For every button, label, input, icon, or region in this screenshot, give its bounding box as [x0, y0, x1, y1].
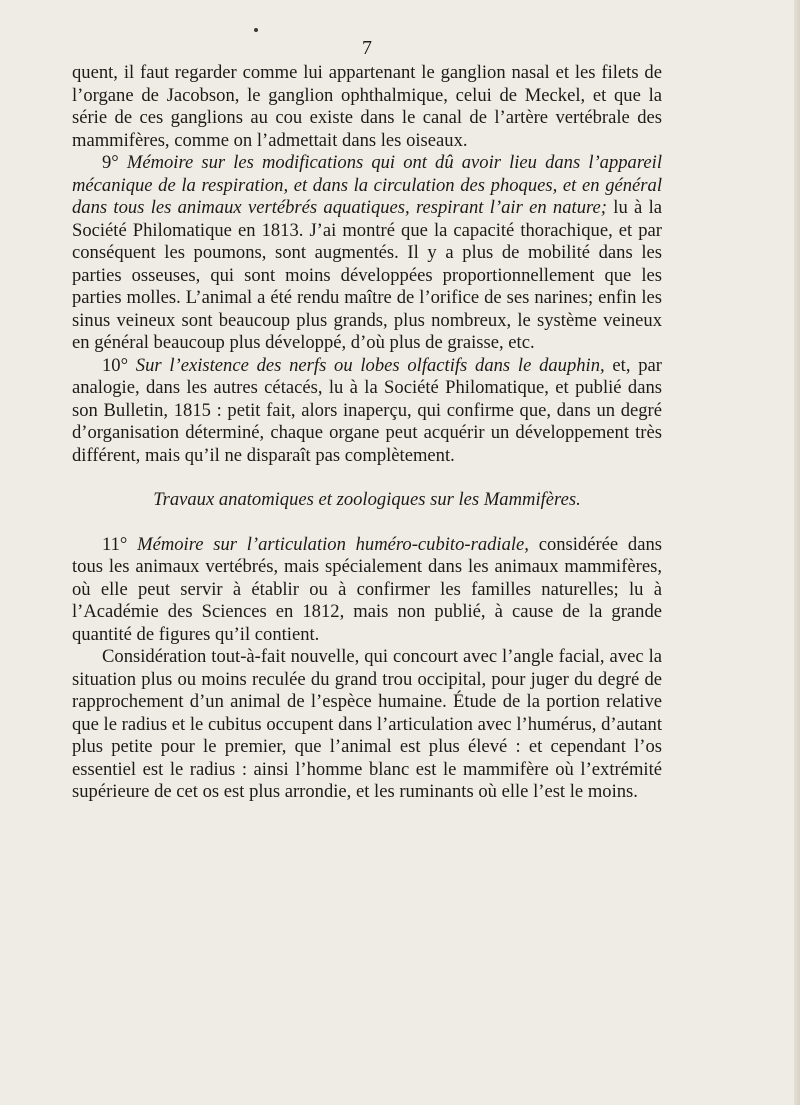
page-edge	[794, 0, 800, 1105]
page-number: 7	[362, 37, 372, 59]
item-title: Mémoire sur l’articulation huméro-cubito-radiale,	[137, 533, 529, 555]
paragraph-continuation: quent, il faut regarder comme lui appartenant le ganglion nasal et les filets de l’organe de Jacobson, le ganglion ophthalmique, celui de Meckel, et que la série de ces ganglions au cou existe dans le canal de l’artère vertébrale des mammifères, comme on l’admettait dans les oiseaux.	[72, 62, 662, 151]
section-heading: Travaux anatomiques et zoologiques sur les Mammifères.	[153, 489, 581, 510]
paragraph-item-10	[72, 355, 662, 468]
item-number: 9°	[102, 152, 119, 173]
ink-speck	[254, 28, 258, 32]
item-text: considérée dans tous les animaux vertébrés, mais spécialement dans les animaux mammifères, où elle peut servir à établir ou à confirmer les familles naturelles; lu à l’Académie des Sciences en 1812, mais non publié, à cause de la grande quantité de figures qu’il contient.	[72, 533, 662, 645]
item-number: 11°	[102, 533, 128, 555]
page-text	[72, 36, 662, 804]
paragraph-consideration: Considération tout-à-fait nouvelle, qui concourt avec l’angle facial, avec la situation plus ou moins reculée du grand trou occipital, pour juger du degré de rapprochement d’un animal de l’espèce humaine. Étude de la portion relative que le radius et le cubitus occupent dans l’articulation avec l’humérus, d’autant plus petite pour le premier, que l’animal est plus élevé : et cependant l’os essentiel est le radius : ainsi l’homme blanc est le mammifère où l’extrémité supérieure de cet os est plus arrondie, et les ruminants où elle l’est le moins.	[72, 646, 662, 802]
item-text: lu à la Société Philomatique en 1813. J’ai montré que la capacité thorachique, et par conséquent les poumons, sont augmentés. Il y a plus de mobilité dans les parties osseuses, qui sont moins développées proportionnellement que les parties molles. L’animal a été rendu maître de l’orifice de ses narines; enfin les sinus veineux sont beaucoup plus grands, plus nombreux, le système veineux en général beaucoup plus développé, d’où plus de graisse, etc.	[72, 197, 662, 353]
item-title: Sur l’existence des nerfs ou lobes olfactifs dans le dauphin,	[135, 354, 605, 376]
item-title: Mémoire sur les modifications qui ont dû avoir lieu dans l’appareil mécanique de la respiration, et dans la circulation des phoques, et en général dans tous les animaux vertébrés aquatiques, respirant l’air en nature;	[72, 152, 662, 218]
paragraph-item-9	[72, 152, 662, 355]
item-text: et, par analogie, dans les autres cétacés, lu à la Société Philomatique, et publié dans son Bulletin, 1815 : petit fait, alors inaperçu, qui confirme que, dans un degré d’organisation déterminé, chaque organe peut acquérir un développement très différent, mais qu’il ne disparaît pas complètement.	[72, 354, 662, 466]
item-number: 10°	[102, 354, 129, 376]
paragraph-item-11	[72, 534, 662, 647]
